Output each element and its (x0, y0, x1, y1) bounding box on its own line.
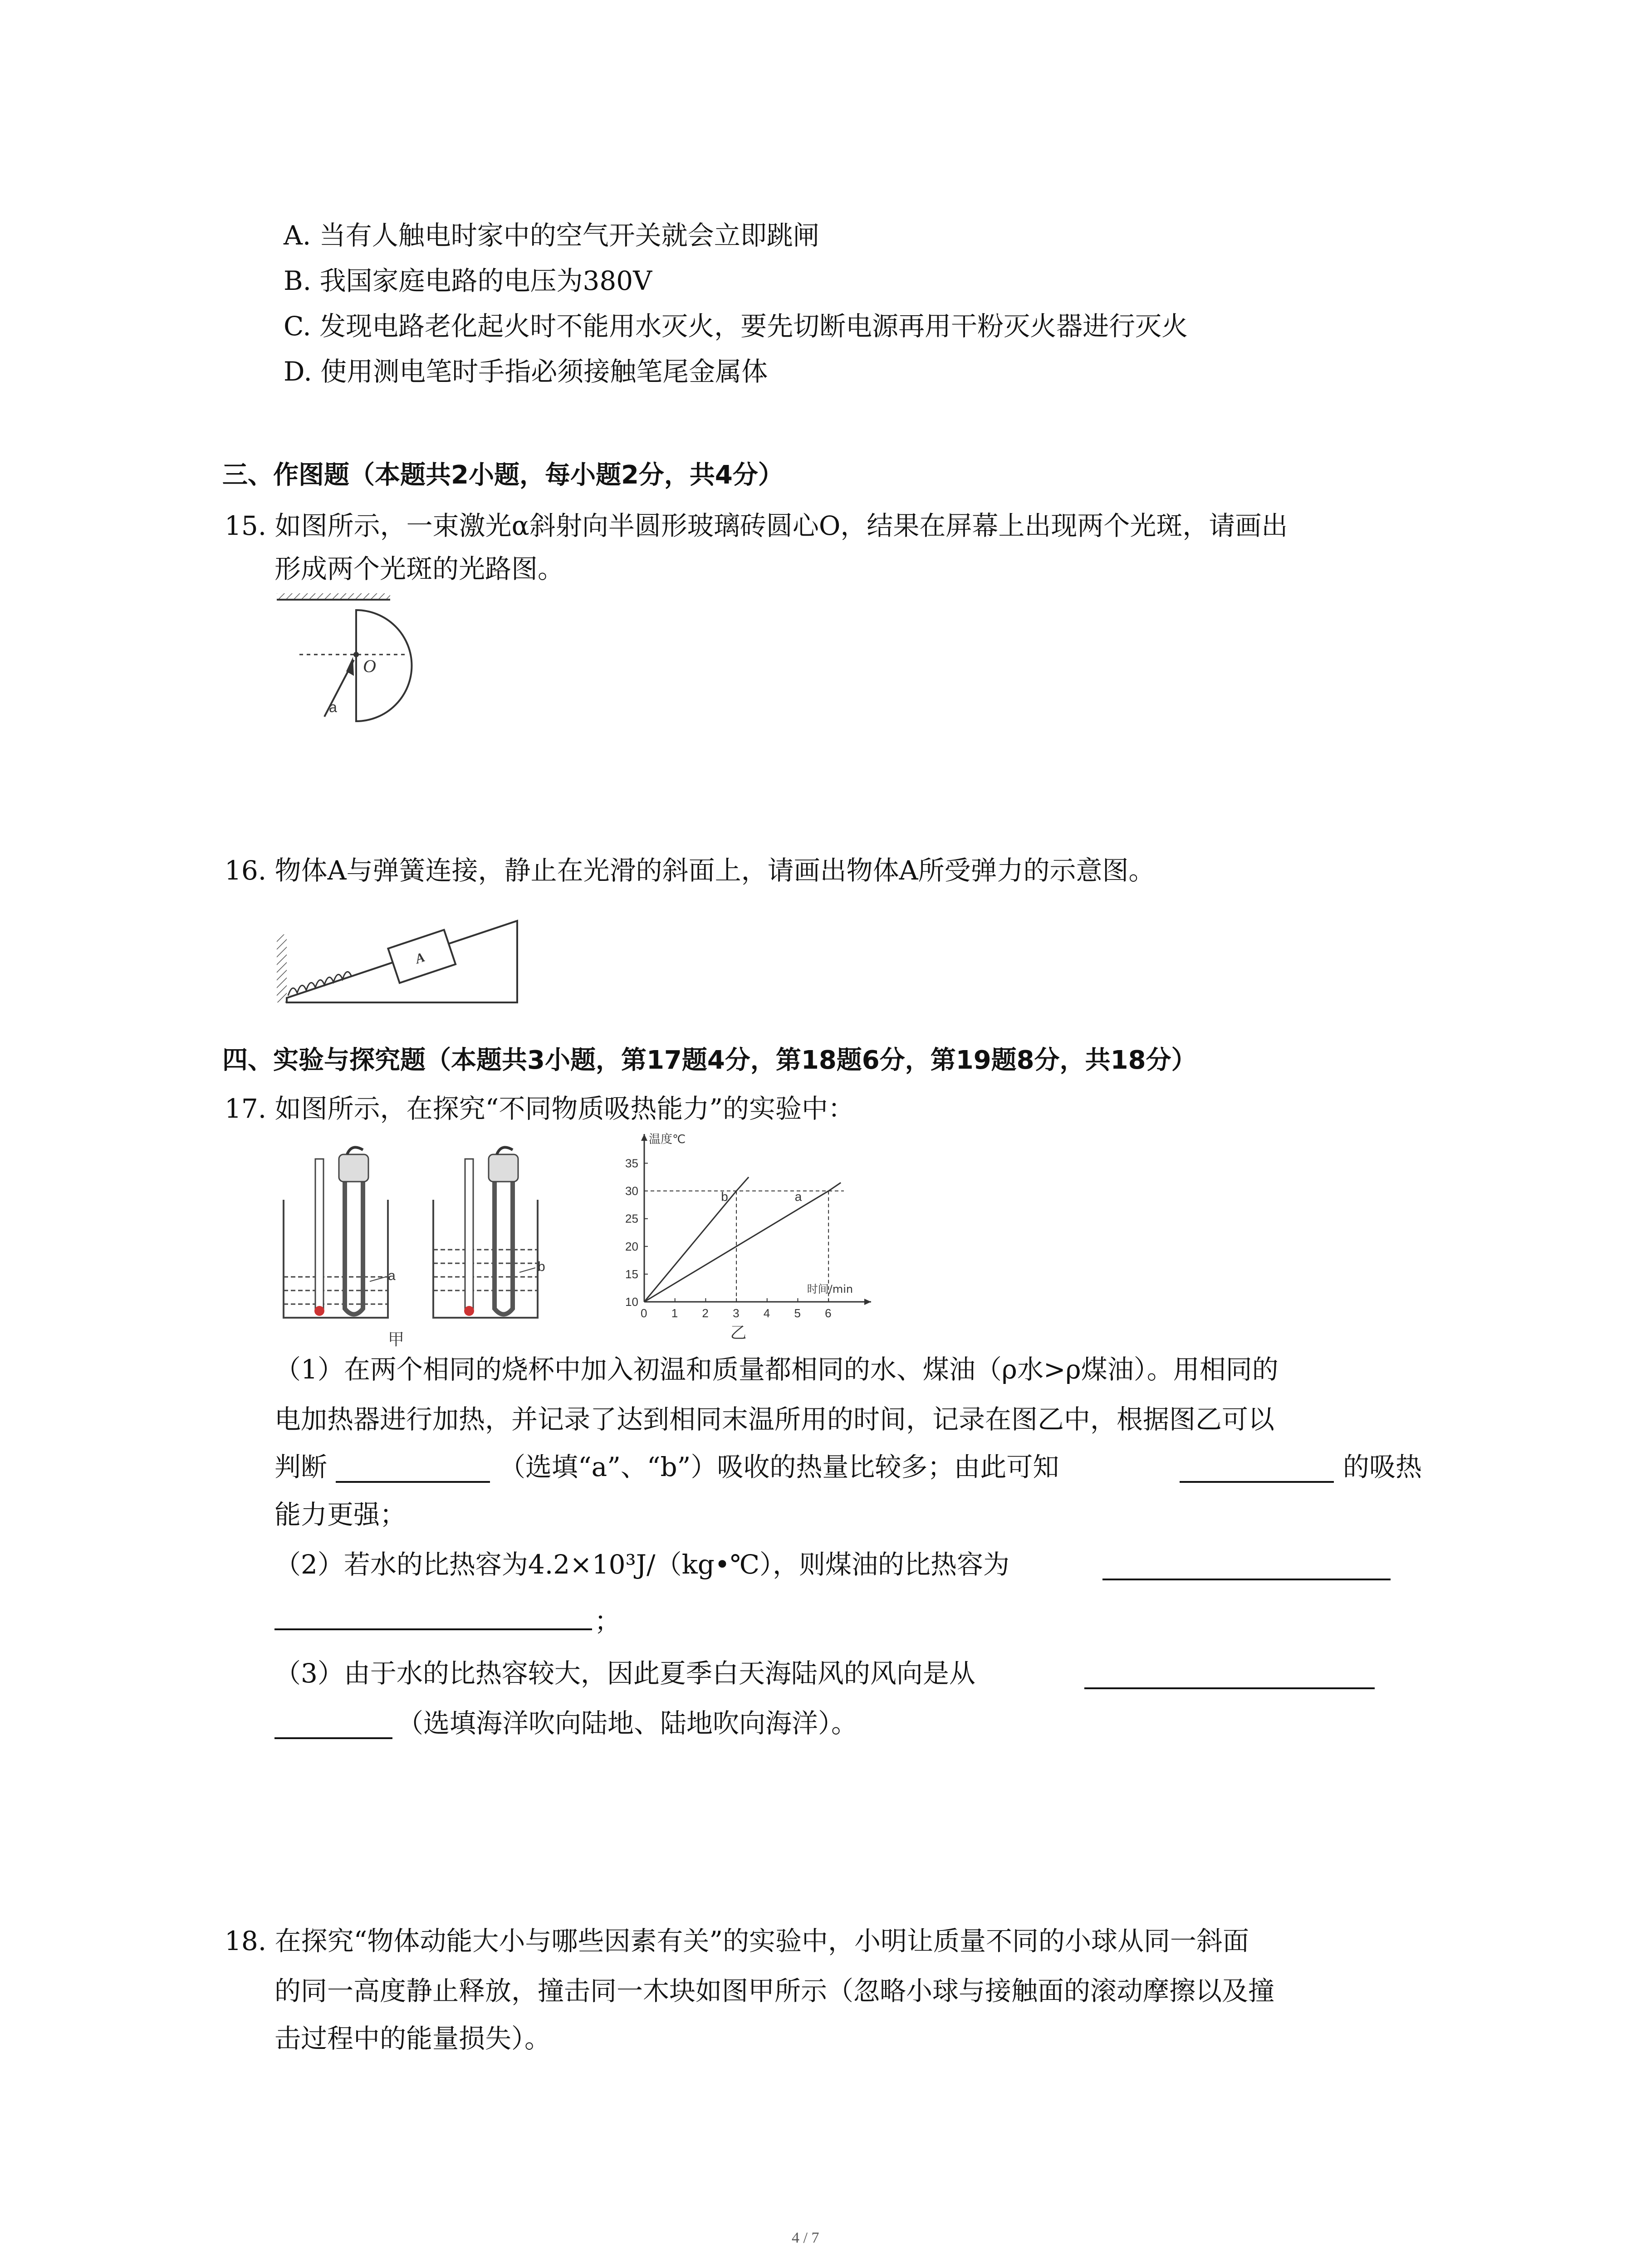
x-tick-label: 2 (702, 1306, 709, 1320)
q17-part1-line3b: （选填“a”、“b”）吸收的热量比较多；由此可知 (499, 1452, 1059, 1482)
block-a (388, 930, 456, 983)
y-tick-label: 10 (625, 1295, 638, 1309)
y-axis-arrow (641, 1134, 647, 1141)
x-tick-label: 5 (794, 1306, 801, 1320)
fig-label-jia: 甲 (388, 1330, 405, 1349)
beaker-label-b: b (538, 1259, 545, 1274)
beaker-label-a: a (388, 1268, 396, 1283)
spring (288, 972, 352, 996)
x-axis-arrow (864, 1299, 871, 1305)
series-line-b (644, 1177, 749, 1302)
answer-blank-4b[interactable] (274, 1737, 392, 1739)
x-axis-label: 时间/min (807, 1283, 853, 1295)
center-label-o: O (363, 656, 376, 676)
q18-line1: 18. 在探究“物体动能大小与哪些因素有关”的实验中，小明让质量不同的小球从同一斜面 (225, 1926, 1249, 1956)
y-tick-label: 35 (625, 1156, 638, 1170)
x-tick-label: 1 (671, 1306, 678, 1320)
q17-part1-line2: 电加热器进行加热，并记录了达到相同末温所用的时间，记录在图乙中，根据图乙可以 (274, 1404, 1275, 1435)
y-tick-label: 25 (625, 1212, 638, 1226)
answer-blank-1[interactable] (336, 1481, 490, 1483)
q17-part2-line2: ； (594, 1606, 621, 1637)
q17-part1-line1: （1）在两个相同的烧杯中加入初温和质量都相同的水、煤油（ρ水>ρ煤油）。用相同的 (274, 1354, 1279, 1385)
q17-part3-line2: （选填海洋吹向陆地、陆地吹向海洋）。 (397, 1708, 858, 1739)
y-axis-label: 温度℃ (649, 1133, 686, 1146)
q17-part1-line3c: 的吸热 (1343, 1452, 1422, 1482)
series-label-a: a (794, 1189, 802, 1204)
beaker-b (433, 1147, 545, 1318)
section-3-heading: 三、作图题（本题共2小题，每小题2分，共4分） (222, 460, 784, 490)
option-d: D. 使用测电笔时手指必须接触笔尾金属体 (284, 356, 768, 387)
q18-line2: 的同一高度静止释放，撞击同一木块如图甲所示（忽略小球与接触面的滚动摩擦以及撞 (274, 1975, 1275, 2006)
q15-text-line1: 15. 如图所示，一束激光α斜射向半圆形玻璃砖圆心O，结果在屏幕上出现两个光斑，请画出 (225, 510, 1288, 541)
q17-part2-line1: （2）若水的比热容为4.2×10³J/（kg•℃），则煤油的比热容为 (274, 1549, 1009, 1580)
page-number: 4 / 7 (792, 2229, 819, 2246)
beaker-a (284, 1147, 396, 1318)
q17-intro: 17. 如图所示，在探究“不同物质吸热能力”的实验中： (225, 1093, 854, 1124)
y-tick-label: 20 (625, 1239, 638, 1253)
series-label-b: b (721, 1189, 728, 1204)
fig-label-yi: 乙 (730, 1324, 747, 1342)
q16-text: 16. 物体A与弹簧连接，静止在光滑的斜面上，请画出物体A所受弹力的示意图。 (225, 855, 1155, 886)
q16-figure (277, 903, 531, 1012)
q17-figure-jia (279, 1145, 597, 1349)
answer-blank-3b[interactable] (274, 1628, 592, 1630)
y-tick-label: 30 (625, 1184, 638, 1198)
section-4-heading: 四、实验与探究题（本题共3小题，第17题4分，第18题6分，第19题8分，共18分） (222, 1046, 1197, 1075)
option-a: A. 当有人触电时家中的空气开关就会立即跳闸 (284, 220, 819, 251)
x-tick-label: 4 (763, 1306, 770, 1320)
y-tick-label: 15 (625, 1267, 638, 1281)
screen-hatch (277, 593, 390, 600)
wall-hatch (277, 934, 287, 1002)
answer-blank-3[interactable] (1102, 1579, 1391, 1580)
ray-label-a: a (329, 699, 337, 715)
center-point (353, 652, 359, 657)
x-tick-label: 0 (641, 1306, 647, 1320)
q15-text-line2: 形成两个光斑的光路图。 (274, 553, 564, 584)
option-c: C. 发现电路老化起火时不能用水灭火，要先切断电源再用干粉灭火器进行灭火 (284, 311, 1188, 342)
block-label-a: A (413, 949, 427, 967)
answer-blank-2[interactable] (1180, 1481, 1334, 1483)
q17-part3-line1: （3）由于水的比热容较大，因此夏季白天海陆风的风向是从 (274, 1658, 975, 1689)
answer-blank-4[interactable] (1084, 1687, 1375, 1689)
x-tick-label: 3 (733, 1306, 740, 1320)
q17-part1-line3a: 判断 (274, 1452, 328, 1482)
option-b: B. 我国家庭电路的电压为380V (284, 265, 652, 296)
x-tick-label: 6 (825, 1306, 832, 1320)
q17-part1-line4: 能力更强； (274, 1499, 407, 1530)
q15-figure (272, 590, 417, 735)
q17-chart-yi (608, 1129, 898, 1356)
q18-line3: 击过程中的能量损失）。 (274, 2023, 551, 2054)
